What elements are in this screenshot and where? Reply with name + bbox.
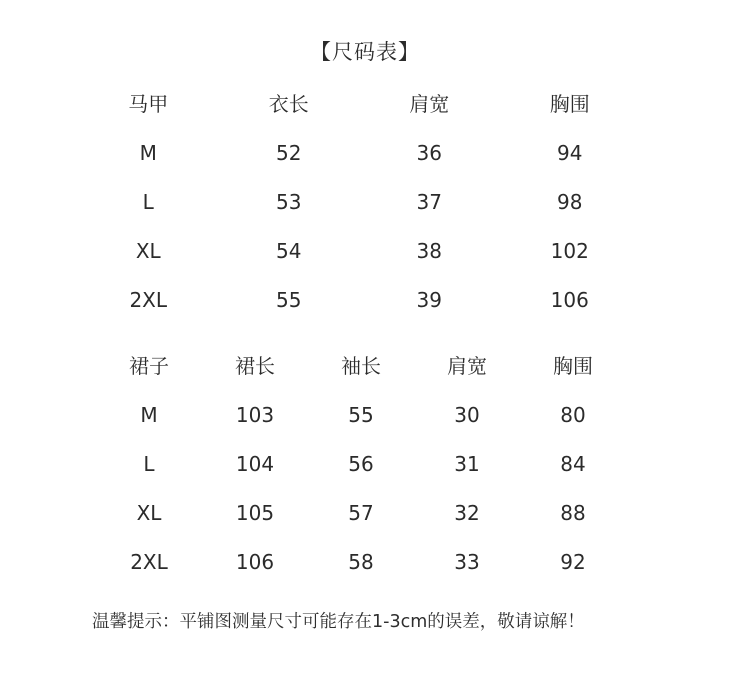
table-header-cell: 胸围 bbox=[549, 92, 590, 116]
table-cell: 37 bbox=[416, 190, 442, 214]
table-cell: 55 bbox=[348, 403, 374, 427]
table-cell: 106 bbox=[550, 288, 589, 312]
table-header-cell: 裙子 bbox=[129, 354, 169, 378]
skirt-size-table bbox=[96, 342, 626, 587]
size-chart-title: 【尺码表】 bbox=[310, 40, 420, 64]
table-cell: 52 bbox=[276, 141, 302, 165]
table-cell: 56 bbox=[348, 452, 374, 476]
table-header-cell: 袖长 bbox=[341, 354, 381, 378]
table-cell: 54 bbox=[276, 239, 302, 263]
table-cell: 2XL bbox=[129, 288, 168, 312]
vest-size-table bbox=[78, 80, 640, 325]
table-cell: 31 bbox=[454, 452, 480, 476]
table-header-cell: 马甲 bbox=[128, 92, 169, 116]
table-cell: 36 bbox=[416, 141, 442, 165]
table-cell: L bbox=[143, 452, 155, 476]
table-cell: 58 bbox=[348, 550, 374, 574]
table-header-cell: 肩宽 bbox=[409, 92, 450, 116]
table-cell: 92 bbox=[560, 550, 586, 574]
table-cell: M bbox=[139, 141, 157, 165]
table-cell: 30 bbox=[454, 403, 480, 427]
table-cell: L bbox=[142, 190, 154, 214]
table-cell: 55 bbox=[276, 288, 302, 312]
table-header-cell: 裙长 bbox=[235, 354, 275, 378]
table-cell: 2XL bbox=[130, 550, 168, 574]
table-cell: 38 bbox=[416, 239, 442, 263]
table-cell: M bbox=[140, 403, 158, 427]
table-cell: 33 bbox=[454, 550, 480, 574]
table-cell: 103 bbox=[235, 403, 275, 427]
table-cell: XL bbox=[136, 501, 162, 525]
table-cell: 104 bbox=[235, 452, 275, 476]
table-header-cell: 衣长 bbox=[268, 92, 309, 116]
table-header-cell: 胸围 bbox=[553, 354, 593, 378]
table-cell: 102 bbox=[550, 239, 589, 263]
table-cell: XL bbox=[135, 239, 161, 263]
table-cell: 88 bbox=[560, 501, 586, 525]
table-header-cell: 肩宽 bbox=[447, 354, 487, 378]
table-cell: 80 bbox=[560, 403, 586, 427]
table-cell: 94 bbox=[557, 141, 583, 165]
table-cell: 106 bbox=[235, 550, 275, 574]
table-cell: 53 bbox=[276, 190, 302, 214]
table-cell: 84 bbox=[560, 452, 586, 476]
table-cell: 98 bbox=[557, 190, 583, 214]
table-cell: 39 bbox=[416, 288, 442, 312]
table-cell: 32 bbox=[454, 501, 480, 525]
table-cell: 57 bbox=[348, 501, 374, 525]
table-cell: 105 bbox=[235, 501, 275, 525]
measurement-note: 温馨提示：平铺图测量尺寸可能存在1-3cm的误差，敬请谅解！ bbox=[92, 612, 585, 632]
